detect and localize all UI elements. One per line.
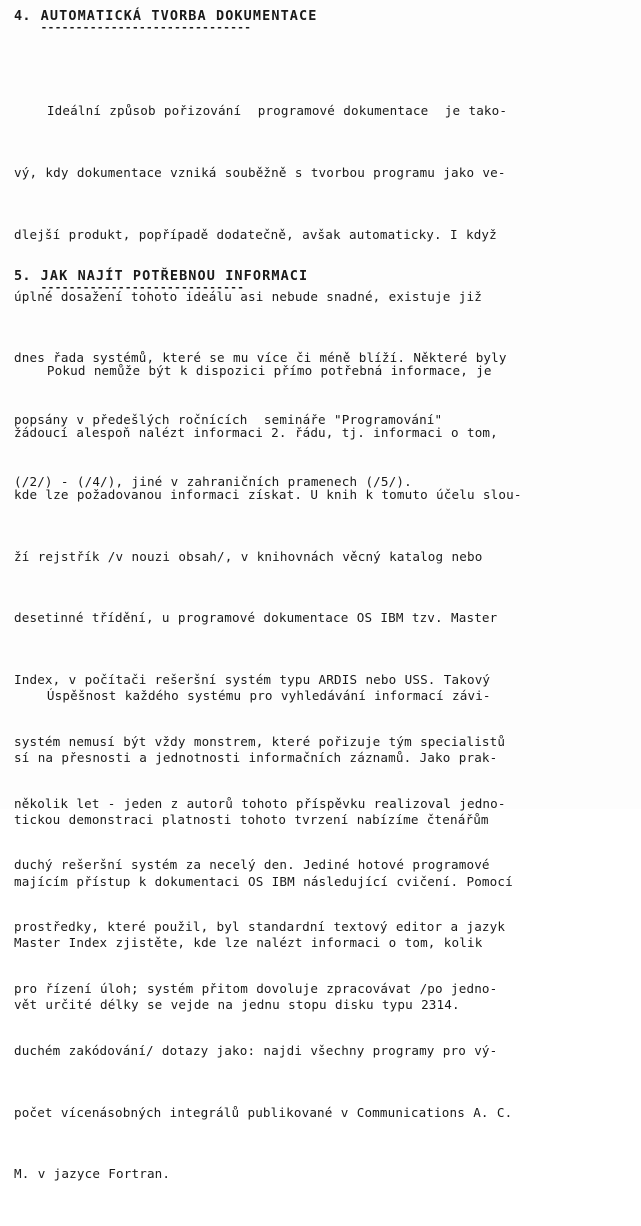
text-line: duchém zakódování/ dotazy jako: najdi všechny programy pro vý- [14,1042,498,1058]
text-line: (/2/) - (/4/), jiné v zahraničních pramenech (/5/). [14,473,412,489]
text-line: úplné dosažení tohoto ideálu asi nebude snadné, existuje již [14,288,482,304]
section-5-heading [0,268,641,291]
text-line: dnes řada systémů, které se mu více či méně blíží. Některé byly [14,350,507,366]
section-5-title: JAK NAJÍT POTŘEBNOU INFORMACI [40,268,309,284]
section-4-number: 4. [14,8,31,24]
text-line: pro řízení úloh; systém přitom dovoluje zpracovávat /po jedno- [14,981,498,996]
section-4-title-wrap [41,8,318,31]
section-4-heading [0,8,641,31]
section-5-body-2 [0,645,641,1057]
text-line: Pokud nemůže být k dispozici přímo potřebná informace, je [14,363,492,379]
section-5-title-wrap [41,268,309,291]
text-line: desetinné třídění, u programové dokumentace OS IBM tzv. Master [14,610,498,626]
text-line: Master Index zjistěte, kde lze nalézt informaci o tom, kolik [14,935,483,951]
heading-row [0,268,641,291]
text-line: duchý rešeršní systém za necelý den. Jediné hotové programové [14,857,490,873]
text-line: dlejší produkt, popřípadě dodatečně, avšak automaticky. I když [14,226,497,242]
text-line: několik let - jeden z autorů tohoto příspěvku realizoval jedno- [14,795,506,811]
section-4-title: AUTOMATICKÁ TVORBA DOKUMENTACE [40,8,318,24]
text-line: tickou demonstraci platnosti tohoto tvrzení nabízíme čtenářům [14,811,489,827]
text-line: ží rejstřík /v nouzi obsah/, v knihovnách věcný katalog nebo [14,548,483,564]
text-line: popsány v předešlých ročnících semináře "Programování" [14,412,443,428]
text-line: vý, kdy dokumentace vzniká souběžně s tvorbou programu jako ve- [14,164,506,180]
text-line: sí na přesnosti a jednotnosti informačních záznamů. Jako prak- [14,749,498,765]
section-5-number: 5. [14,268,31,284]
heading-row [0,8,641,31]
text-line: Ideální způsob pořizování programové dokumentace je tako- [14,103,508,119]
text-line: prostředky, které použil, byl standardní textový editor a jazyk [14,919,506,935]
text-line: systém nemusí být vždy monstrem, které pořizuje tým specialistů [14,733,506,749]
text-line: vět určité délky se vejde na jednu stopu disku typu 2314. [14,997,460,1013]
section-4-underline [41,25,318,31]
text-line: počet vícenásobných integrálů publikované v Communications A. C. [14,1104,513,1120]
text-line: kde lze požadovanou informaci získat. U knih k tomuto účelu slou- [14,486,522,502]
paragraph [0,645,641,1057]
section-5-underline [41,285,309,291]
text-line: žádoucí alespoň nalézt informaci 2. řádu, tj. informaci o tom, [14,424,498,440]
text-line: Index, v počítači rešeršní systém typu ARDIS nebo USS. Takový [14,672,491,688]
text-line: M. v jazyce Fortran. [14,1166,171,1182]
text-line: Úspěšnost každého systému pro vyhledávání informací závi- [14,688,491,704]
text-line: majícím přístup k dokumentaci OS IBM následující cvičení. Pomocí [14,873,513,889]
